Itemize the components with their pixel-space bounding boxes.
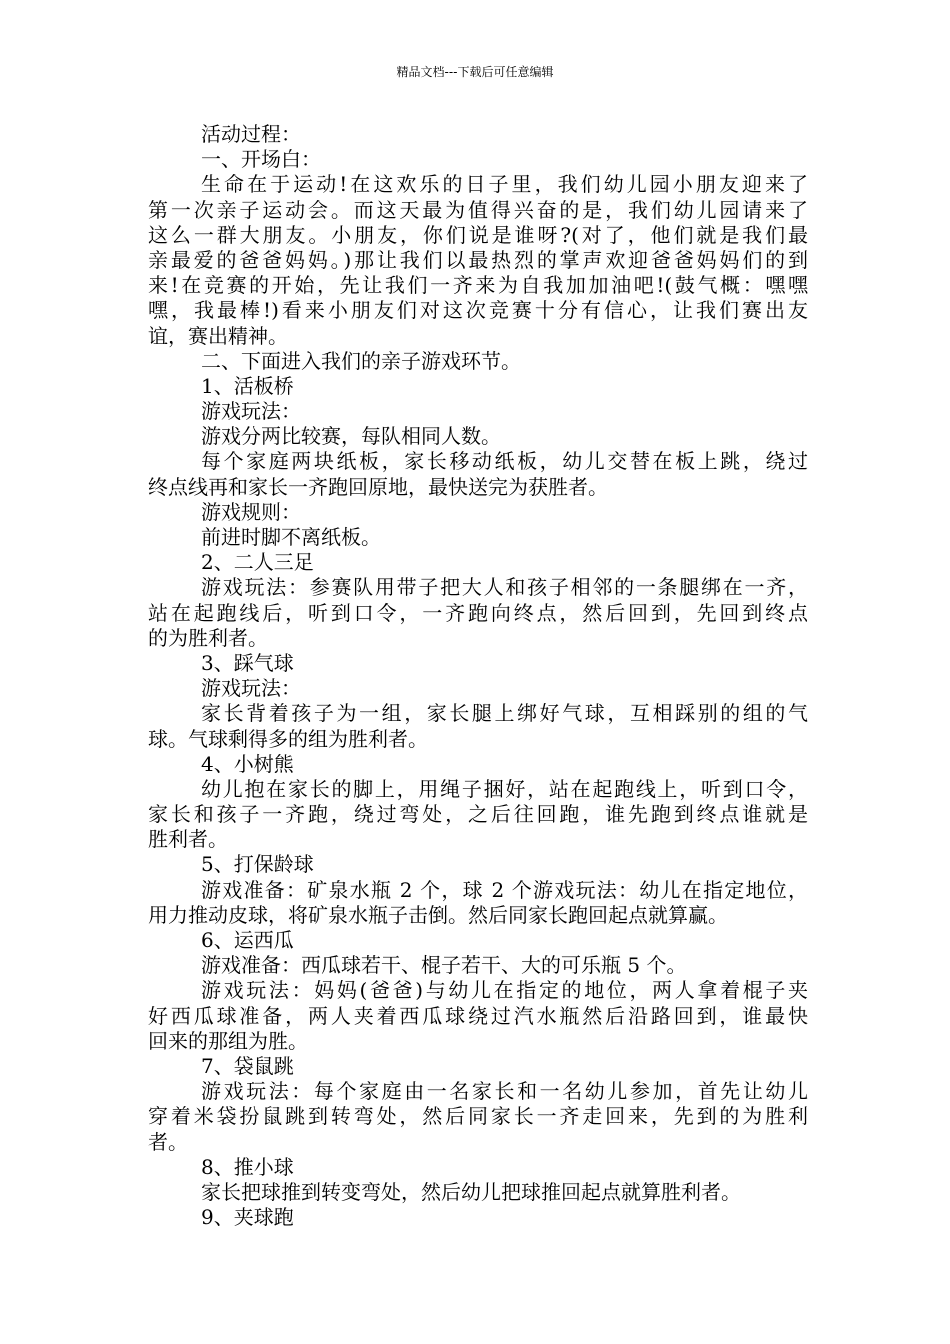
text-line: 胜利者。 <box>148 827 228 852</box>
text-line: 游戏玩法：参赛队用带子把大人和孩子相邻的一条腿绑在一齐， <box>201 575 808 600</box>
text-line: 家长和孩子一齐跑，绕过弯处，之后往回跑，谁先跑到终点谁就是 <box>148 802 808 827</box>
text-line: 亲最爱的爸爸妈妈。)那让我们以最热烈的掌声欢迎爸爸妈妈们的到 <box>148 247 808 272</box>
text-line: 站在起跑线后，听到口令，一齐跑向终点，然后回到，先回到终点 <box>148 600 808 625</box>
text-line: 来!在竞赛的开始，先让我们一齐来为自我加加油吧!(鼓气概：嘿嘿 <box>148 273 808 298</box>
text-line: 谊，赛出精神。 <box>148 323 288 348</box>
text-line: 7、袋鼠跳 <box>201 1053 294 1078</box>
text-line: 者。 <box>148 1129 188 1154</box>
text-line: 好西瓜球准备，两人夹着西瓜球绕过汽水瓶然后沿路回到，谁最快 <box>148 1003 808 1028</box>
text-line: 嘿，我最棒!)看来小朋友们对这次竞赛十分有信心，让我们赛出友 <box>148 298 808 323</box>
text-line: 生命在于运动!在这欢乐的日子里，我们幼儿园小朋友迎来了 <box>201 172 808 197</box>
text-line: 的为胜利者。 <box>148 625 268 650</box>
text-line: 游戏玩法：每个家庭由一名家长和一名幼儿参加，首先让幼儿 <box>201 1079 808 1104</box>
text-line: 9、夹球跑 <box>201 1205 294 1230</box>
page-header: 精品文档---下载后可任意编辑 <box>396 65 554 79</box>
text-line: 这么一群大朋友。小朋友，你们说是谁呀?(对了，他们就是我们最 <box>148 222 808 247</box>
text-line: 回来的那组为胜。 <box>148 1028 308 1053</box>
text-line: 球。气球剩得多的组为胜利者。 <box>148 726 428 751</box>
text-line: 穿着米袋扮鼠跳到转弯处，然后同家长一齐走回来，先到的为胜利 <box>148 1104 808 1129</box>
text-line: 一、开场白： <box>201 147 321 172</box>
text-line: 游戏准备：西瓜球若干、棍子若干、大的可乐瓶 5 个。 <box>201 953 687 978</box>
text-line: 游戏分两比较赛，每队相同人数。 <box>201 424 501 449</box>
text-line: 6、运西瓜 <box>201 928 294 952</box>
text-line: 游戏玩法： <box>201 676 301 701</box>
text-line: 二、下面进入我们的亲子游戏环节。 <box>201 348 521 373</box>
text-line: 2、二人三足 <box>201 550 314 575</box>
text-line: 4、小树熊 <box>201 751 294 776</box>
text-line: 3、踩气球 <box>201 650 294 675</box>
text-line: 游戏准备：矿泉水瓶 2 个，球 2 个游戏玩法：幼儿在指定地位， <box>201 877 808 902</box>
text-line: 幼儿抱在家长的脚上，用绳子捆好，站在起跑线上，听到口令， <box>201 776 808 801</box>
text-line: 5、打保龄球 <box>201 852 314 877</box>
text-line: 用力推动皮球，将矿泉水瓶子击倒。然后同家长跑回起点就算赢。 <box>148 902 728 927</box>
text-line: 游戏玩法： <box>201 399 301 424</box>
text-line: 每个家庭两块纸板，家长移动纸板，幼儿交替在板上跳，绕过 <box>201 449 808 474</box>
text-line: 前进时脚不离纸板。 <box>201 525 381 549</box>
text-line: 第一次亲子运动会。而这天最为值得兴奋的是，我们幼儿园请来了 <box>148 197 808 222</box>
text-line: 终点线再和家长一齐跑回原地，最快送完为获胜者。 <box>148 474 608 499</box>
text-line: 家长把球推到转变弯处，然后幼儿把球推回起点就算胜利者。 <box>201 1179 741 1204</box>
document-body <box>148 122 808 1230</box>
text-line: 8、推小球 <box>201 1154 294 1179</box>
text-line: 家长背着孩子为一组，家长腿上绑好气球，互相踩别的组的气 <box>201 701 808 726</box>
text-line: 1、活板桥 <box>201 373 294 398</box>
text-line: 活动过程： <box>201 122 301 146</box>
text-line: 游戏玩法：妈妈(爸爸)与幼儿在指定的地位，两人拿着棍子夹 <box>201 978 808 1003</box>
text-line: 游戏规则： <box>201 499 301 524</box>
